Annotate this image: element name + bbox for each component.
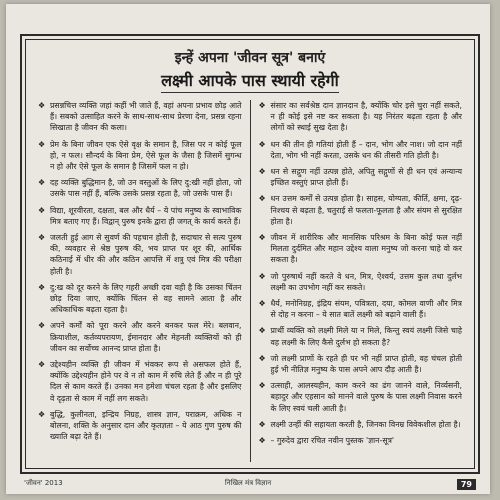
magazine-page bbox=[6, 4, 490, 494]
list-item-text: प्रेम के बिना जीवन एक ऐसे वृक्ष के समान है, जिस पर न कोई फूल हो, न फल। सौन्दर्य के बिना प्रेम, ऐसे फूल के जैसा है जिसमें सुगन्ध न हो और ऐसे फूल के समान है जिसमें फल न हो। bbox=[50, 139, 242, 172]
page-number: 79 bbox=[457, 479, 476, 490]
list-item bbox=[259, 353, 463, 375]
list-item bbox=[38, 282, 242, 316]
list-item bbox=[259, 139, 463, 161]
list-item-text: संसार का सर्वश्रेष्ठ दान ज्ञानदान है, क्योंकि चोर इसे चुरा नहीं सकते, न ही कोई इसे नष्ट कर सकता है। यह निरंतर बढ़ता रहता है और लोगों को स्थाई सुख देता है। bbox=[270, 101, 462, 133]
list-item bbox=[259, 193, 463, 227]
list-item bbox=[259, 298, 463, 320]
list-item-text: जो लक्ष्मी प्राणों के रहते ही पर भी नहीं प्राप्त होती, वह चंचल होती हुई भी नीतिज्ञ मनुष्य के पास अपने आप दौड़ आती है। bbox=[270, 353, 462, 375]
bullet-icon: ❖ bbox=[258, 101, 266, 110]
bullet-icon: ❖ bbox=[38, 321, 46, 331]
bullet-icon: ❖ bbox=[258, 381, 266, 391]
left-column bbox=[34, 100, 251, 462]
bullet-icon: ❖ bbox=[258, 353, 266, 363]
right-column bbox=[251, 100, 467, 462]
list-item-text: धन उत्तम कर्मों से उत्पन्न होता है। साहस, योग्यता, कीर्ति, क्षमा, दृढ़-निश्चय से बढ़ता है, चतुराई से फलता-फूलता है और संयम से सुरक्षित होता है। bbox=[270, 194, 462, 226]
list-item-text: धैर्य, मनोनिग्रह, इंद्रिय संयम, पवित्रता, दया, कोमल वाणी और मित्र से दोह न करना – ये सात बातें लक्ष्मी को बढ़ाने वाली हैं। bbox=[270, 299, 462, 320]
page-subtitle: लक्ष्मी आपके पास स्थायी रहेगी bbox=[161, 69, 339, 93]
list-item bbox=[259, 100, 463, 134]
list-item-text: अपने कर्मों को पूरा करने और करने बनकर फल मेरे। बलवान, क्रियाशील, कर्तव्यपरायण, ईमानदार और मेहनती व्यक्तियों को ही जीवन का सर्वोच्च आनन्द प्राप्त होता है। bbox=[50, 321, 242, 353]
list-item-text: – गुरुदेव द्वारा रचित नवीन पुस्तक 'ज्ञान-सूत्र' bbox=[270, 436, 395, 446]
list-item bbox=[38, 232, 242, 277]
list-item bbox=[38, 409, 242, 443]
header bbox=[26, 46, 474, 93]
list-item bbox=[259, 325, 463, 347]
list-item-text: बुद्धि, कुलीनता, इन्द्रिय निग्रह, शास्त्र ज्ञान, पराक्रम, अधिक न बोलना, शक्ति के अनुसार दान और कृतज्ञता – ये आठ गुण पुरुष की ख्याति बढ़ा देते हैं। bbox=[50, 409, 242, 442]
bullet-icon: ❖ bbox=[258, 326, 266, 336]
bullet-icon: ❖ bbox=[38, 233, 46, 243]
footer-magazine-name: निखिल मंत्र विज्ञान bbox=[224, 479, 272, 487]
list-item bbox=[259, 232, 463, 266]
bullet-icon: ❖ bbox=[258, 271, 266, 281]
bullet-icon: ❖ bbox=[258, 233, 266, 243]
list-item-text: दह व्यक्ति बुद्धिमान है, जो उन वस्तुओं के लिए दु:खी नहीं होता, जो उसके पास नहीं हैं, बल्कि उसके प्रसन्न रहता है, जो उसके पास हैं। bbox=[50, 178, 242, 199]
bullet-icon: ❖ bbox=[38, 409, 46, 419]
list-item bbox=[38, 205, 242, 227]
footer-issue: 'जीवन' 2013 bbox=[24, 479, 63, 487]
list-item bbox=[38, 359, 242, 404]
list-item bbox=[259, 380, 463, 414]
list-item bbox=[259, 435, 463, 446]
bullet-icon: ❖ bbox=[38, 178, 46, 188]
bullet-icon: ❖ bbox=[258, 139, 266, 149]
list-item-text: लक्ष्मी उन्हीं की सहायता करती है, जिनका विनम्र विवेकशील होता है। bbox=[270, 419, 461, 429]
list-item-text: विद्या, शूरवीरता, दक्षता, बल और धैर्य – ये पांच मनुष्य के स्वाभाविक मित्र बताए गए हैं। विद्वान् पुरुष इनके द्वारा ही जगत् के कार्य करते हैं। bbox=[50, 205, 242, 226]
list-item-text: उद्देश्यहीन व्यक्ति ही जीवन में भंवकर रूप से असफल होते हैं, क्योंकि उद्देश्यहीन होने पर वे न तो काम में रुचि लेते हैं और न ही पूरे दिल से काम करते हैं। उनका मन हमेशा चंचल रहता है और इसलिए वे दृढ़ता से काम में नहीं लग सकते। bbox=[50, 360, 242, 403]
list-item bbox=[259, 271, 463, 293]
content-frame bbox=[20, 34, 480, 474]
list-item bbox=[259, 166, 463, 188]
bullet-icon: ❖ bbox=[258, 194, 266, 204]
bullet-icon: ❖ bbox=[38, 101, 46, 110]
bullet-icon: ❖ bbox=[258, 167, 266, 177]
bullet-icon: ❖ bbox=[258, 419, 266, 429]
list-item bbox=[259, 419, 463, 430]
list-item-text: प्रार्थी व्यक्ति को लक्ष्मी मिले या न मिले, किन्तु स्वयं लक्ष्मी जिसे चाहे वह लक्ष्मी के लिए कैसे दुर्लभ हो सकता है? bbox=[270, 326, 462, 347]
bullet-icon: ❖ bbox=[38, 360, 46, 370]
list-item bbox=[38, 139, 242, 173]
bullet-icon: ❖ bbox=[38, 282, 46, 292]
list-item-text: प्रसन्नचित्त व्यक्ति जहां कहीं भी जाते हैं, वहां अपना प्रभाव छोड़ आते हैं। सबको उत्साहित करने के साथ-साथ-साथ प्रेरणा देना, प्रसन्न रहना सिखाता है जीवन की कला। bbox=[50, 101, 242, 133]
list-item-text: जलती हुई आग से सुवर्ण की पहचान होती है, सदाचार से सत्य पुरुष की, व्यवहार से श्रेष्ठ पुरुष की, भय प्राप्त पर शूर की, आर्थिक कठिनाई में धीर की और कठिन आपत्ति में शत्रु एवं मित्र की परीक्षा होती है। bbox=[50, 233, 242, 276]
list-item-text: जीवन में शारीरिक और मानसिक परिश्रम के बिना कोई फल नहीं मिलता दुर्दमित और महान उद्देश्य वाला मनुष्य जो करना चाहे वो कर सकता है। bbox=[270, 233, 462, 265]
list-item-text: उत्साही, आलस्यहीन, काम करने का ढंग जानने वाले, निर्व्यसनी, बहादुर और एहसान को मानने वाले पुरुष के पास लक्ष्मी निवास करने के लिए स्वयं चली आती है। bbox=[270, 381, 462, 413]
content-frame-inner bbox=[25, 39, 475, 469]
bullet-icon: ❖ bbox=[258, 436, 266, 446]
bullet-icon: ❖ bbox=[38, 139, 46, 149]
page-title: इन्हें अपना 'जीवन सूत्र' बनाएं bbox=[174, 50, 326, 66]
list-item-text: धन से सद्गुण नहीं उत्पन्न होते, अपितु सद्गुणों से ही धन एवं अन्यान्य इच्छित वस्तुएं प्राप्त होती हैं। bbox=[270, 167, 462, 188]
list-item bbox=[38, 100, 242, 134]
list-item-text: धन की तीन ही गतियां होती हैं – दान, भोग और नाश। जो दान नहीं देता, भोग भी नहीं करता, उसके धन की तीसरी गति होती है। bbox=[270, 139, 462, 160]
list-item bbox=[38, 320, 242, 354]
bullet-icon: ❖ bbox=[258, 299, 266, 309]
list-item bbox=[38, 177, 242, 199]
list-item-text: जो पुरुषार्थ नहीं करते वे धन, मित्र, ऐश्वर्य, उत्तम कुल तथा दुर्लभ लक्ष्मी का उपभोग नहीं कर सकते। bbox=[270, 271, 462, 292]
columns bbox=[34, 100, 466, 462]
bullet-icon: ❖ bbox=[38, 205, 46, 215]
list-item-text: दु:ख को दूर करने के लिए गहरी अच्छी दवा यही है कि उसका चिंतन छोड़ दिया जाए, क्योंकि चिंतन से वह सामने आता है और अधिकाधिक बढ़ता रहता है। bbox=[50, 282, 242, 315]
